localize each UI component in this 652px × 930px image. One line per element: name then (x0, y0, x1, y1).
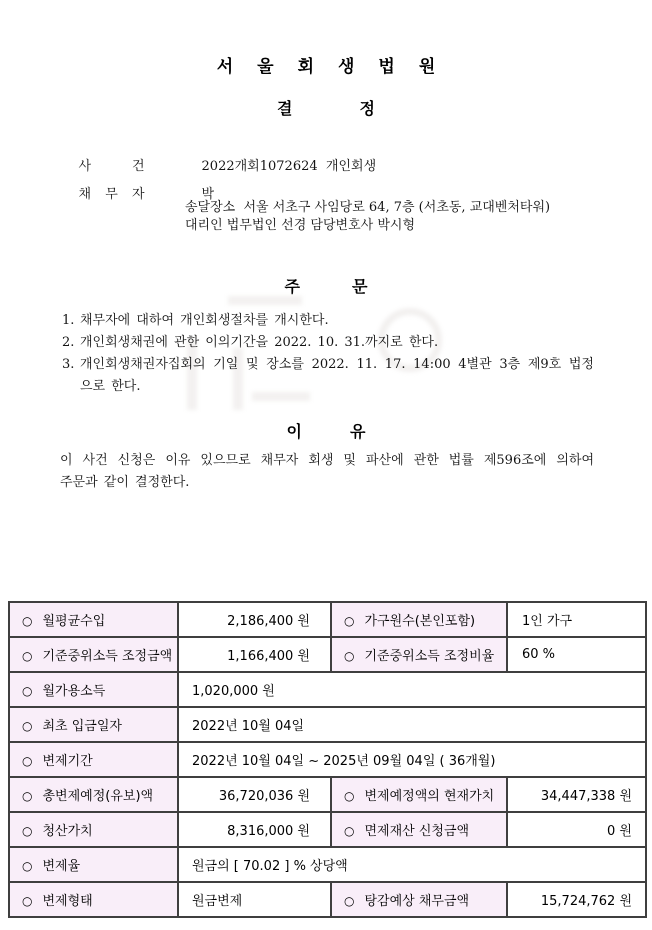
repayment-summary-table (8, 601, 647, 918)
table-row (9, 847, 646, 882)
cell-monthly-average-income-value: 2,186,400 원 (178, 602, 331, 637)
order-item-3 (62, 354, 594, 398)
circle-bullet-icon: ○ (22, 789, 33, 803)
reason-line: 이 사건 신청은 이유 있으므로 채무자 회생 및 파산에 관한 법률 제596조에 의하여 (60, 453, 594, 468)
order-item-text: 개인회생채권에 관한 이의기간을 2022. 10. 31.까지로 한다. (80, 335, 439, 350)
circle-bullet-icon: ○ (22, 859, 33, 873)
table-row (9, 602, 646, 637)
order-item-number: 3. (62, 357, 75, 372)
cell-repayment-type-label: ○ 변제형태 (9, 882, 178, 917)
watermark-stroke (228, 296, 302, 305)
cell-repayment-rate-value: 원금의 [ 70.02 ] % 상당액 (178, 847, 646, 882)
decision-heading: 결정 (277, 99, 442, 118)
debtor-name: 박 (201, 187, 215, 202)
cell-median-income-ratio-label: ○ 기준중위소득 조정비율 (331, 637, 507, 672)
cell-exempt-property-label: ○ 면제재산 신청금액 (331, 812, 507, 847)
order-item-1 (62, 310, 594, 332)
cell-monthly-average-income-label: ○ 월평균수입 (9, 602, 178, 637)
cell-household-size-label: ○ 가구원수(본인포함) (331, 602, 507, 637)
attorney-line: 대리인 법무법인 선경 담당변호사 박시형 (185, 218, 416, 233)
circle-bullet-icon: ○ (22, 754, 33, 768)
order-list (62, 310, 594, 398)
cell-repayment-period-label: ○ 변제기간 (9, 742, 178, 777)
cell-repayment-period-value: 2022년 10월 04일 ~ 2025년 09월 04일 ( 36개월) (178, 742, 646, 777)
table-row (9, 707, 646, 742)
cell-repayment-type-value: 원금변제 (178, 882, 331, 917)
court-title: 서울회생법원 (216, 57, 460, 77)
order-item-text: 개인회생채권자집회의 기일 및 장소를 2022. 11. 17. 14:00 4별관 3층 제9호 법정 (80, 357, 594, 372)
order-item-2 (62, 332, 594, 354)
service-address: 송달장소 서울 서초구 사임당로 64, 7층 (서초동, 교대벤처타워) (185, 200, 551, 215)
circle-bullet-icon: ○ (22, 824, 33, 838)
circle-bullet-icon: ○ (22, 894, 33, 908)
circle-bullet-icon: ○ (22, 719, 33, 733)
cell-total-expected-repayment-label: ○ 총변제예정(유보)액 (9, 777, 178, 812)
case-label: 사 건 (78, 159, 145, 174)
order-item-text-continued: 으로 한다. (80, 379, 141, 394)
order-section-heading: 주문 (284, 277, 420, 296)
circle-bullet-icon: ○ (22, 649, 33, 663)
cell-median-income-ratio-value: 60 % (507, 637, 646, 672)
reason-body (60, 450, 594, 494)
cell-monthly-disposable-income-value: 1,020,000 원 (178, 672, 646, 707)
circle-bullet-icon: ○ (344, 894, 355, 908)
cell-expected-debt-reduction-value: 15,724,762 원 (507, 882, 646, 917)
order-item-number: 1. (62, 313, 75, 328)
reason-line: 주문과 같이 결정한다. (60, 475, 190, 490)
table-row (9, 742, 646, 777)
cell-median-income-adjusted-label: ○ 기준중위소득 조정금액 (9, 637, 178, 672)
table-row (9, 882, 646, 917)
debtor-label: 채 무 자 (78, 187, 145, 202)
cell-repayment-rate-label: ○ 변제율 (9, 847, 178, 882)
circle-bullet-icon: ○ (344, 649, 355, 663)
circle-bullet-icon: ○ (344, 824, 355, 838)
order-item-text: 채무자에 대하여 개인회생절차를 개시한다. (80, 313, 329, 328)
cell-first-deposit-date-label: ○ 최초 입금일자 (9, 707, 178, 742)
cell-liquidation-value-value: 8,316,000 원 (178, 812, 331, 847)
cell-exempt-property-value: 0 원 (507, 812, 646, 847)
cell-present-value-label: ○ 변제예정액의 현재가치 (331, 777, 507, 812)
cell-median-income-adjusted-value: 1,166,400 원 (178, 637, 331, 672)
cell-liquidation-value-label: ○ 청산가치 (9, 812, 178, 847)
circle-bullet-icon: ○ (22, 684, 33, 698)
cell-monthly-disposable-income-label: ○ 월가용소득 (9, 672, 178, 707)
circle-bullet-icon: ○ (344, 789, 355, 803)
case-number-value: 2022개회1072624 개인회생 (201, 159, 377, 174)
circle-bullet-icon: ○ (344, 614, 355, 628)
table-row (9, 777, 646, 812)
cell-total-expected-repayment-value: 36,720,036 원 (178, 777, 331, 812)
cell-present-value-value: 34,447,338 원 (507, 777, 646, 812)
reason-section-heading: 이유 (286, 422, 414, 441)
cell-expected-debt-reduction-label: ○ 탕감예상 채무금액 (331, 882, 507, 917)
order-item-number: 2. (62, 335, 75, 350)
table-row (9, 812, 646, 847)
table-row (9, 672, 646, 707)
table-row (9, 637, 646, 672)
circle-bullet-icon: ○ (22, 614, 33, 628)
cell-first-deposit-date-value: 2022년 10월 04일 (178, 707, 646, 742)
cell-household-size-value: 1인 가구 (507, 602, 646, 637)
